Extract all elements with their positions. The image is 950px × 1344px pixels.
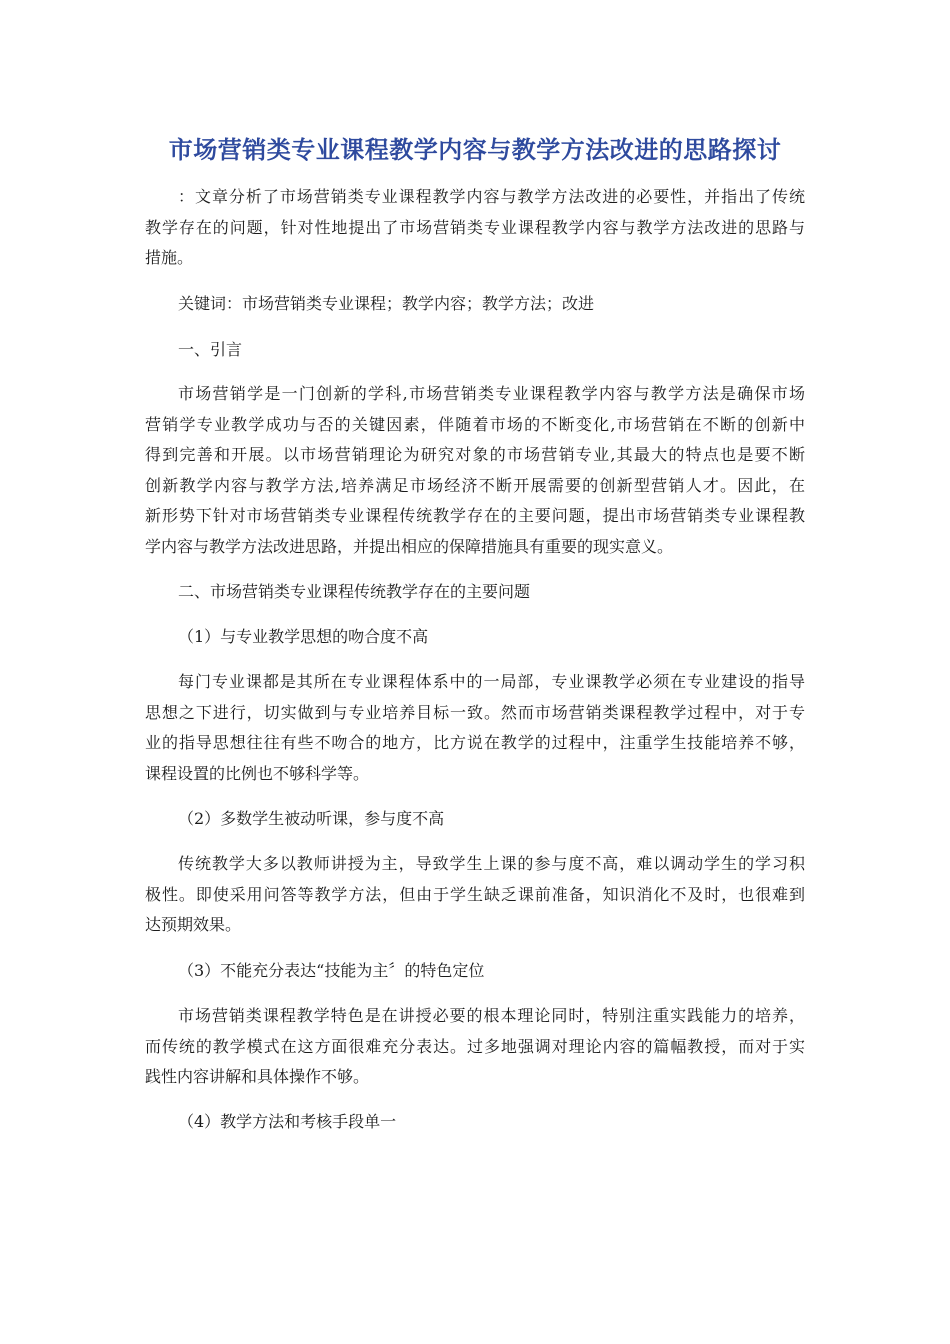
subsection-paragraph-1	[145, 667, 805, 789]
paragraph-line: 每门专业课都是其所在专业课程体系中的一局部，专业课教学必须在专业建设的指导	[178, 672, 805, 691]
paragraph-line: 市场营销类课程教学特色是在讲授必要的根本理论同时，特别注重实践能力的培养，	[178, 1006, 805, 1025]
intro-line: 得到完善和开展。以市场营销理论为研究对象的市场营销专业,其最大的特点也是要不断	[145, 445, 805, 464]
paragraph-line: 而传统的教学模式在这方面很难充分表达。过多地强调对理论内容的篇幅教授，而对于实	[145, 1036, 805, 1056]
subsection-heading-2: （2）多数学生被动听课，参与度不高	[178, 809, 445, 828]
section-heading-intro: 一、引言	[178, 340, 243, 359]
abstract-paragraph	[145, 182, 805, 274]
paragraph-line: 极性。即使采用问答等教学方法，但由于学生缺乏课前准备，知识消化不及时，也很难到	[145, 884, 805, 904]
intro-line: 市场营销学是一门创新的学科,市场营销类专业课程教学内容与教学方法是确保市场	[178, 384, 805, 403]
subsection-heading-3: （3）不能充分表达“技能为主〞的特色定位	[178, 961, 485, 980]
abstract-line: 措施。	[145, 248, 194, 267]
document-title: 市场营销类专业课程教学内容与教学方法改进的思路探讨	[168, 136, 782, 164]
subsection-paragraph-3	[145, 1001, 805, 1093]
section-heading-problems: 二、市场营销类专业课程传统教学存在的主要问题	[178, 582, 531, 601]
intro-paragraph	[145, 379, 805, 562]
subsection-heading-4: （4）教学方法和考核手段单一	[178, 1112, 397, 1131]
paragraph-line: 课程设置的比例也不够科学等。	[145, 763, 370, 783]
paragraph-line: 思想之下进行，切实做到与专业培养目标一致。然而市场营销类课程教学过程中，对于专	[145, 702, 805, 722]
subsection-heading-1: （1）与专业教学思想的吻合度不高	[178, 627, 429, 646]
subsection-paragraph-2	[145, 849, 805, 941]
intro-line: 新形势下针对市场营销类专业课程传统教学存在的主要问题，提出市场营销类专业课程教	[145, 506, 805, 525]
paragraph-line: 践性内容讲解和具体操作不够。	[145, 1067, 370, 1086]
abstract-line: 教学存在的问题，针对性地提出了市场营销类专业课程教学内容与教学方法改进的思路与	[145, 217, 805, 237]
paragraph-line: 传统教学大多以教师讲授为主，导致学生上课的参与度不高，难以调动学生的学习积	[178, 854, 805, 873]
abstract-line: ：文章分析了市场营销类专业课程教学内容与教学方法改进的必要性，并指出了传统	[178, 187, 805, 206]
intro-line: 学内容与教学方法改进思路，并提出相应的保障措施具有重要的现实意义。	[145, 536, 674, 556]
keywords: 关键词：市场营销类专业课程；教学内容；教学方法；改进	[178, 294, 595, 313]
paragraph-line: 业的指导思想往往有些不吻合的地方，比方说在教学的过程中，注重学生技能培养不够，	[145, 733, 805, 752]
paragraph-line: 达预期效果。	[145, 915, 242, 934]
intro-line: 创新教学内容与教学方法,培养满足市场经济不断开展需要的创新型营销人才。因此，在	[145, 475, 805, 495]
intro-line: 营销学专业教学成功与否的关键因素，伴随着市场的不断变化,市场营销在不断的创新中	[145, 414, 805, 434]
